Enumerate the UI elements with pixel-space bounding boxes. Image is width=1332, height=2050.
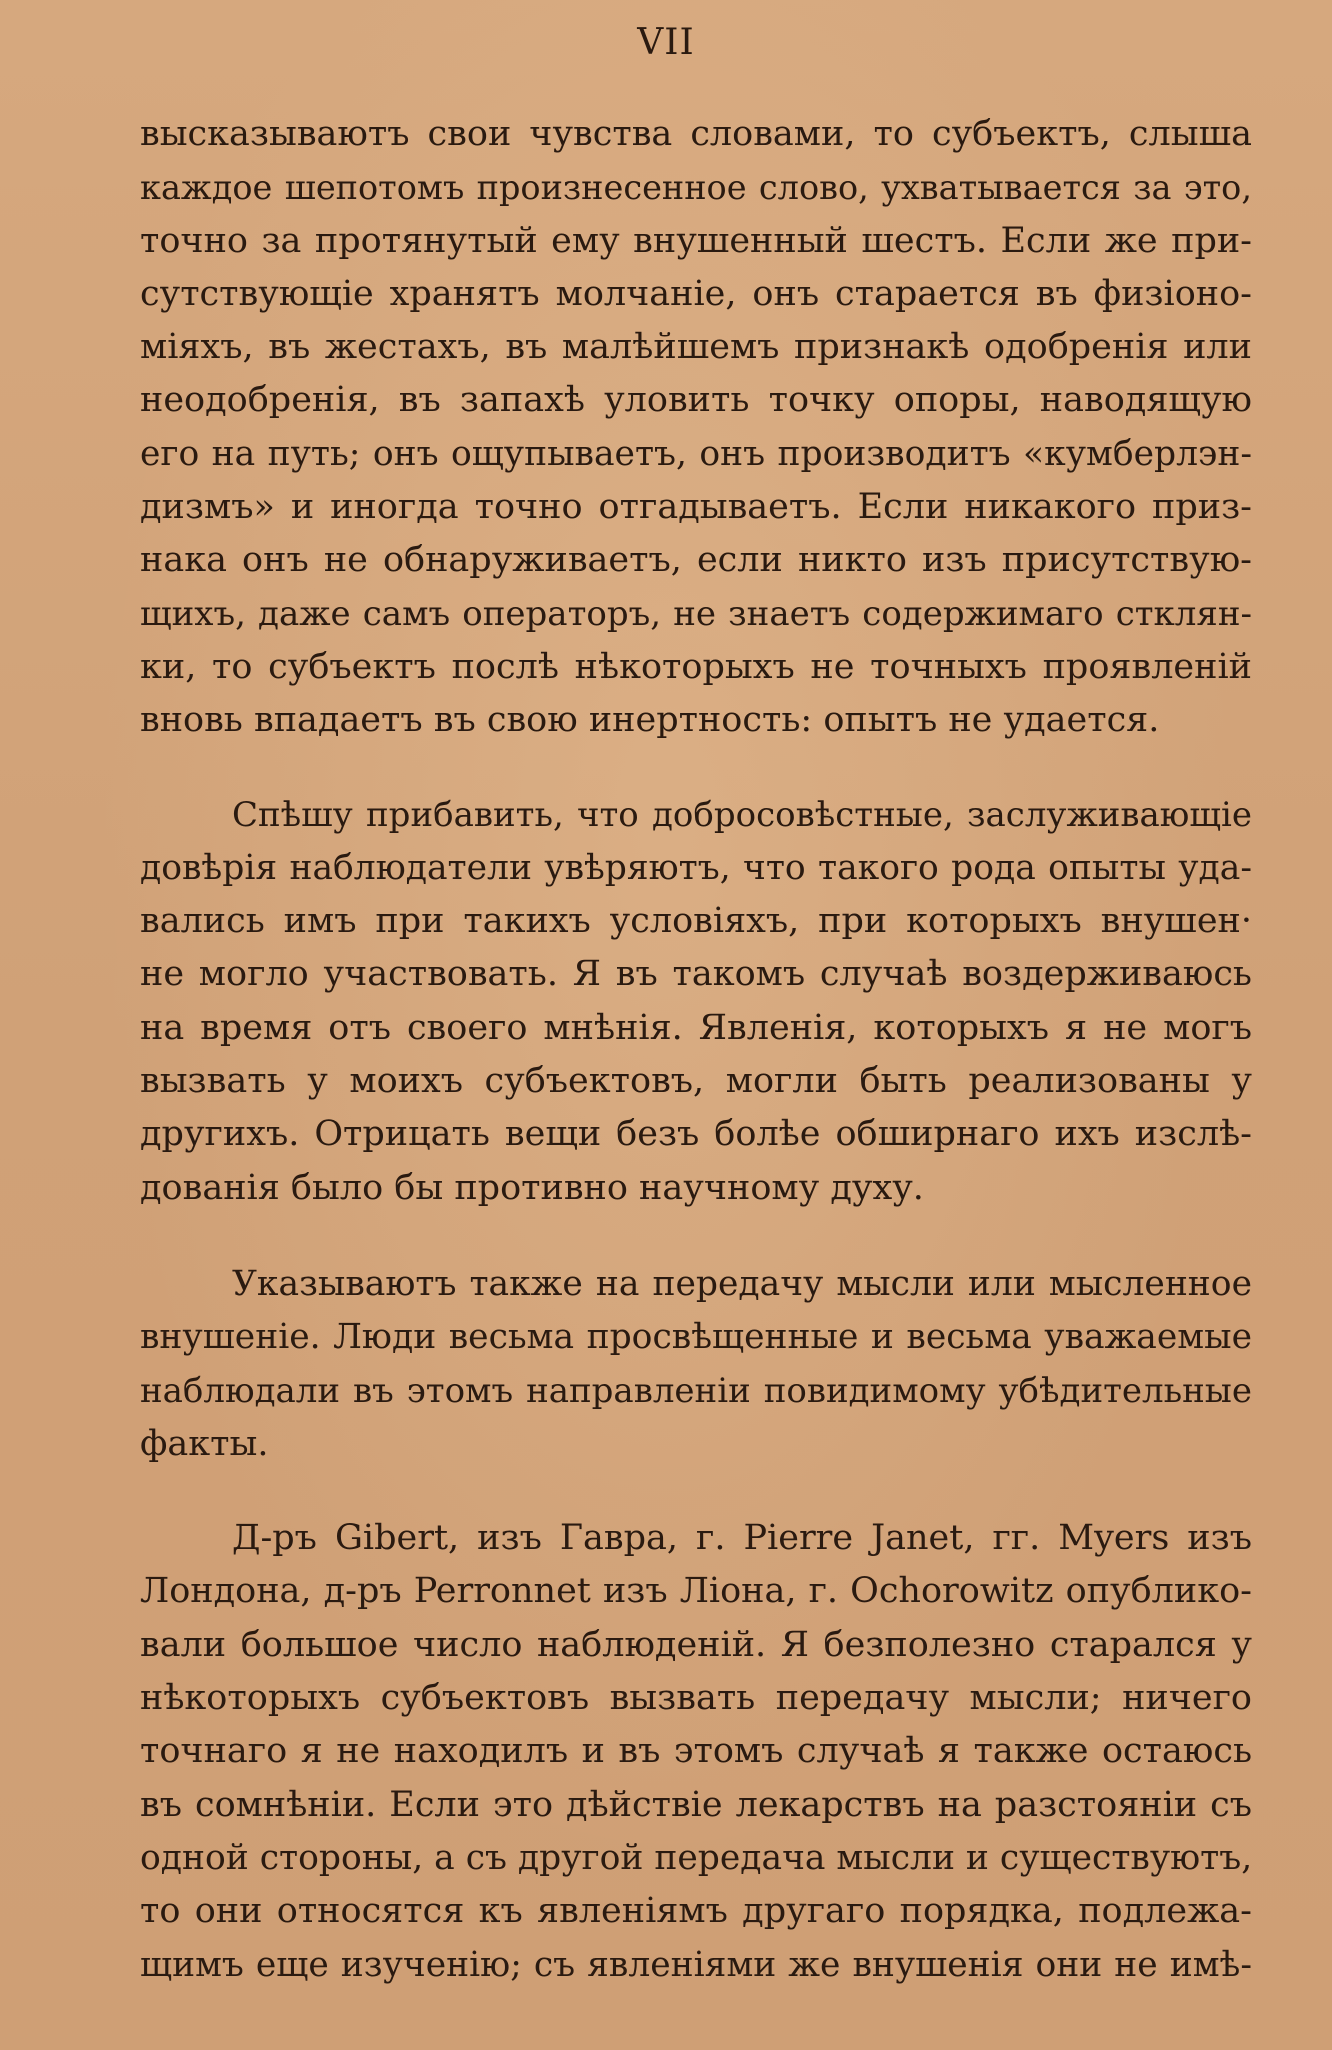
text-line: въ сомнѣніи. Если это дѣйствіе лекарствъ на разстояніи съ [140,1784,1252,1825]
text-line: Лондона, д-ръ Perronnet изъ Ліона, г. Ochorowitz опублико- [140,1571,1252,1612]
text-line: вновь впадаетъ въ свою инертность: опытъ не удается. [140,700,1160,741]
text-line: Спѣшу прибавить, что добросовѣстные, заслуживающіе [232,794,1252,835]
paragraph-2 [140,789,1252,1215]
paragraph-4 [140,1512,1252,1992]
text-line: наблюдали въ этомъ направленіи повидимому убѣдительные [140,1370,1252,1411]
text-line: довѣрія наблюдатели увѣряютъ, что такого рода опыты уда- [140,847,1252,888]
text-line: точнаго я не находилъ и въ этомъ случаѣ я также остаюсь [140,1731,1252,1772]
text-line: другихъ. Отрицать вещи безъ болѣе обширнаго ихъ изслѣ- [140,1114,1252,1155]
text-line: точно за протянутый ему внушенный шестъ. Если же при- [140,220,1252,261]
text-line: каждое шепотомъ произнесенное слово, ухватывается за это, [140,168,1252,208]
text-line: Д-ръ Gibert, изъ Гавра, г. Pierre Janet, гг. Myers изъ [232,1518,1252,1559]
paragraph-3 [140,1258,1252,1471]
text-line: Указываютъ также на передачу мысли или мысленное [232,1263,1252,1304]
text-line: вызвать у моихъ субъектовъ, могли быть реализованы у [140,1061,1252,1102]
page-number: VII [637,22,695,63]
text-line: дованія было бы противно научному духу. [140,1167,924,1208]
text-line: его на путь; онъ ощупываетъ, онъ производитъ «кумберлэн- [140,433,1252,474]
text-line: дизмъ» и иногда точно отгадываетъ. Если никакого приз- [140,487,1252,528]
text-line: щихъ, даже самъ операторъ, не знаетъ содержимаго стклян- [140,593,1252,634]
text-line: внушеніе. Люди весьма просвѣщенные и весьма уважаемые [140,1317,1252,1358]
text-line: одной стороны, а съ другой передача мысли и существуютъ, [140,1837,1252,1878]
text-line: высказываютъ свои чувства словами, то субъектъ, слыша [140,114,1252,154]
text-line: вались имъ при такихъ условіяхъ, при которыхъ внушен· [140,901,1252,942]
text-line: неодобренія, въ запахѣ уловить точку опоры, наводящую [140,380,1252,421]
text-line: то они относятся къ явленіямъ другаго порядка, подлежа- [140,1891,1252,1932]
text-line: на время отъ своего мнѣнія. Явленія, которыхъ я не могъ [140,1007,1252,1048]
text-line: не могло участвовать. Я въ такомъ случаѣ воздерживаюсь [140,954,1252,995]
text-line: сутствующіе хранятъ молчаніе, онъ старается въ физіоно- [140,273,1252,314]
paragraph-1 [140,108,1252,748]
text-line: нѣкоторыхъ субъектовъ вызвать передачу мысли; ничего [140,1678,1252,1719]
text-line: вали большое число наблюденій. Я безполезно старался у [140,1624,1252,1665]
text-line: щимъ еще изученію; съ явленіями же внушенія они не имѣ- [140,1944,1252,1985]
text-line: факты. [140,1423,269,1464]
text-line: нака онъ не обнаруживаетъ, если никто изъ присутствую- [140,540,1252,581]
text-line: ки, то субъектъ послѣ нѣкоторыхъ не точныхъ проявленій [140,646,1252,687]
text-line: міяхъ, въ жестахъ, въ малѣйшемъ признакѣ одобренія или [140,327,1252,368]
body-text [140,108,1252,1992]
